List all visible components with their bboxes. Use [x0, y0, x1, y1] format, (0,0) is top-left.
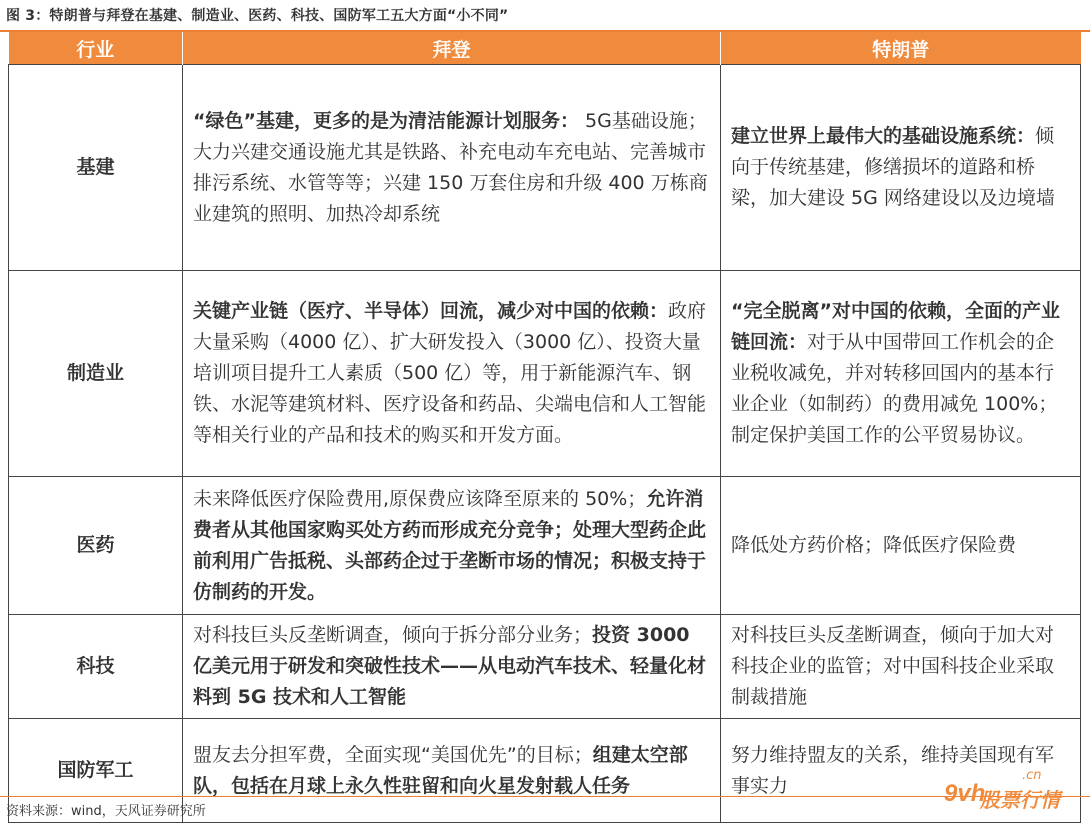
watermark-brand: 9vh — [944, 780, 986, 807]
source-divider — [0, 796, 1090, 797]
table-header-row — [9, 32, 1081, 65]
category-cell: 制造业 — [9, 271, 183, 477]
header-trump: 特朗普 — [721, 32, 1081, 65]
comparison-table — [8, 32, 1081, 823]
biden-text-bold: 投资 3000 亿美元用于研发和突破性技术——从电动汽车技术、轻量化材料到 5G 技术和人工智能 — [193, 624, 707, 708]
figure-title: 图 3：特朗普与拜登在基建、制造业、医药、科技、国防军工五大方面“小不同” — [6, 8, 509, 24]
header-biden: 拜登 — [183, 32, 721, 65]
trump-text: 倾向于传统基建，修缮损坏的道路和桥梁，加大建设 5G 网络建设以及边境墙 — [731, 125, 1055, 209]
biden-text-bold: “绿色”基建，更多的是为清洁能源计划服务： — [193, 109, 579, 132]
table-row — [9, 615, 1081, 719]
trump-cell — [721, 615, 1081, 719]
category-cell: 科技 — [9, 615, 183, 719]
biden-text: 未来降低医疗保险费用,原保费应该降至原来的 50%； — [193, 487, 647, 510]
trump-text: 降低处方药价格；降低医疗保险费 — [731, 534, 1017, 556]
trump-cell — [721, 477, 1081, 615]
trump-cell — [721, 65, 1081, 271]
biden-cell — [183, 65, 721, 271]
biden-text: 政府大量采购（4000 亿）、扩大研发投入（3000 亿）、投资大量培训项目提升工人素质（500 亿）等，用于新能源汽车、钢铁、水泥等建筑材料、医疗设备和药品、尖端电信和人工智能等相关行业的产品和技术的购买和开发方面。 — [193, 300, 707, 446]
watermark-logo — [944, 768, 1084, 816]
source-note: 资料来源：wind，天风证券研究所 — [6, 804, 206, 819]
trump-text-bold: 建立世界上最伟大的基础设施系统： — [731, 125, 1036, 147]
category-cell: 国防军工 — [9, 719, 183, 823]
biden-cell — [183, 477, 721, 615]
table-row — [9, 271, 1081, 477]
category-cell: 基建 — [9, 65, 183, 271]
watermark-domain: .cn — [1022, 768, 1042, 783]
table-row — [9, 65, 1081, 271]
header-industry: 行业 — [9, 32, 183, 65]
trump-text-bold: “完全脱离”对中国的依赖，全面的产业链回流： — [731, 300, 1060, 353]
category-cell: 医药 — [9, 477, 183, 615]
watermark-name: 股票行情 — [980, 788, 1060, 812]
trump-cell — [721, 271, 1081, 477]
biden-text: 对科技巨头反垄断调查，倾向于拆分部分业务； — [193, 624, 593, 646]
biden-cell — [183, 271, 721, 477]
biden-text: 盟友去分担军费，全面实现“美国优先”的目标； — [193, 743, 593, 766]
biden-cell — [183, 719, 721, 823]
biden-text-bold: 组建太空部队，包括在月球上永久性驻留和向火星发射载人任务 — [193, 743, 688, 797]
trump-text: 对科技巨头反垄断调查，倾向于加大对科技企业的监管；对中国科技企业采取制裁措施 — [731, 624, 1055, 708]
biden-text-bold: 关键产业链（医疗、半导体）回流，减少对中国的依赖： — [193, 300, 669, 322]
trump-text: 对于从中国带回工作机会的企业税收减免，并对转移回国内的基本行业企业（如制药）的费用减免 100%；制定保护美国工作的公平贸易协议。 — [731, 331, 1058, 446]
table-row — [9, 477, 1081, 615]
biden-cell — [183, 615, 721, 719]
biden-text-bold: 允许消费者从其他国家购买处方药而形成充分竞争；处理大型药企此前利用广告抵税、头部药企过于垄断市场的情况；积极支持于仿制药的开发。 — [193, 487, 707, 603]
biden-text: 5G基础设施；大力兴建交通设施尤其是铁路、补充电动车充电站、完善城市排污系统、水管等等；兴建 150 万套住房和升级 400 万栋商业建筑的照明、加热冷却系统 — [193, 109, 708, 225]
trump-text: 努力维持盟友的关系，维持美国现有军事实力 — [731, 743, 1055, 797]
